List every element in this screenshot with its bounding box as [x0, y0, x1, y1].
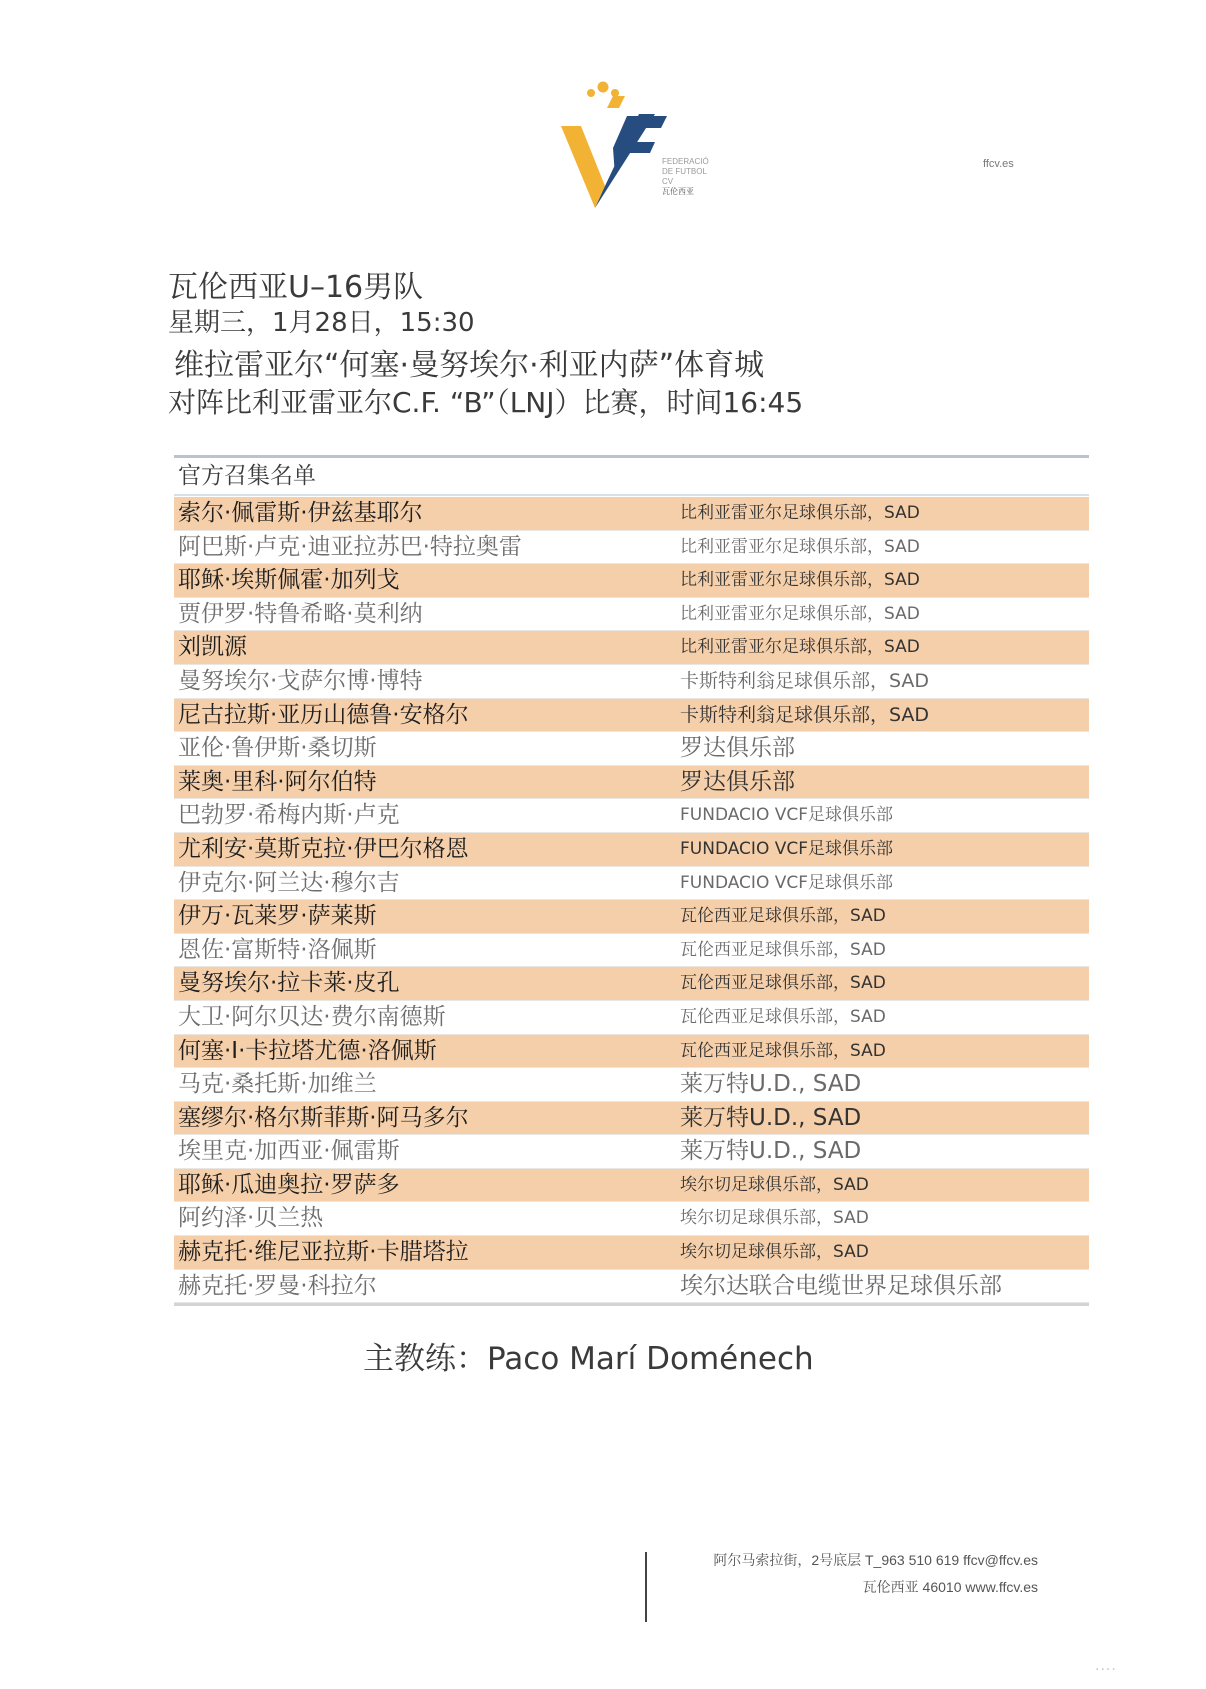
match-opponent: 对阵比利亚雷亚尔C.F. “B”（LNJ）比赛，时间16:45: [168, 386, 804, 419]
player-name: 尼古拉斯·亚历山德鲁·安格尔: [178, 701, 469, 728]
table-row: [174, 531, 1089, 565]
player-name: 曼努埃尔·戈萨尔博·博特: [178, 667, 423, 694]
club-name: 瓦伦西亚足球俱乐部，SAD: [680, 906, 886, 927]
club-name: 瓦伦西亚足球俱乐部，SAD: [680, 1006, 886, 1027]
club-name: 卡斯特利翁足球俱乐部，SAD: [680, 703, 930, 726]
table-row: [174, 1202, 1089, 1236]
club-name: FUNDACIO VCF足球俱乐部: [680, 872, 894, 893]
club-name: 埃尔切足球俱乐部，SAD: [680, 1208, 869, 1229]
player-name: 赫克托·罗曼·科拉尔: [178, 1272, 377, 1299]
player-name: 伊万·瓦莱罗·萨莱斯: [178, 903, 377, 930]
ffcv-logo: [555, 78, 725, 218]
player-name: 恩佐·富斯特·洛佩斯: [178, 936, 377, 963]
club-name: FUNDACIO VCF足球俱乐部: [680, 838, 894, 859]
player-name: 亚伦·鲁伊斯·桑切斯: [178, 735, 377, 762]
table-row: [174, 732, 1089, 766]
table-row: [174, 564, 1089, 598]
player-name: 尤利安·莫斯克拉·伊巴尔格恩: [178, 835, 469, 862]
club-name: FUNDACIO VCF足球俱乐部: [680, 805, 894, 826]
player-name: 贾伊罗·特鲁希略·莫利纳: [178, 600, 423, 627]
player-name: 曼努埃尔·拉卡莱·皮孔: [178, 970, 400, 997]
player-name: 刘凯源: [178, 634, 247, 661]
match-venue: 维拉雷亚尔“何塞·曼努埃尔·利亚内萨”体育城: [174, 348, 765, 383]
match-date: 星期三，1月28日，15:30: [168, 308, 475, 338]
club-name: 瓦伦西亚足球俱乐部，SAD: [680, 939, 886, 960]
player-name: 何塞·I·卡拉塔尤德·洛佩斯: [178, 1037, 437, 1064]
player-name: 伊克尔·阿兰达·穆尔吉: [178, 869, 400, 896]
club-name: 莱万特U.D., SAD: [680, 1071, 862, 1098]
logo-text-line: CV: [662, 177, 674, 186]
footer-city-line: 瓦伦西亚 46010 www.ffcv.es: [862, 1579, 1038, 1595]
player-name: 埃里克·加西亚·佩雷斯: [178, 1138, 400, 1165]
club-name: 瓦伦西亚足球俱乐部，SAD: [680, 973, 886, 994]
head-coach: 主教练：Paco Marí Doménech: [363, 1341, 814, 1377]
table-row: [174, 1102, 1089, 1136]
team-title: 瓦伦西亚U–16男队: [168, 270, 424, 305]
club-name: 比利亚雷亚尔足球俱乐部，SAD: [680, 503, 920, 523]
player-name: 耶稣·埃斯佩霍·加列戈: [178, 567, 400, 594]
table-row: [174, 665, 1089, 699]
club-name: 比利亚雷亚尔足球俱乐部，SAD: [680, 570, 920, 591]
roster-rows: [174, 497, 1089, 1303]
watermark-dots: ····: [1095, 1662, 1117, 1678]
table-row: [174, 799, 1089, 833]
club-name: 罗达俱乐部: [680, 768, 795, 795]
table-row: [174, 1001, 1089, 1035]
table-row: [174, 598, 1089, 632]
club-name: 比利亚雷亚尔足球俱乐部，SAD: [680, 603, 920, 624]
roster-header: 官方召集名单: [178, 463, 316, 489]
logo-text-cn: 瓦伦西亚: [662, 187, 694, 196]
ffcv-logo-text: [662, 157, 709, 197]
table-row: [174, 497, 1089, 531]
club-name: 瓦伦西亚足球俱乐部，SAD: [680, 1040, 886, 1061]
table-row: [174, 867, 1089, 901]
player-name: 索尔·佩雷斯·伊兹基耶尔: [178, 500, 423, 526]
club-name: 罗达俱乐部: [680, 735, 795, 762]
club-name: 埃尔达联合电缆世界足球俱乐部: [680, 1272, 1002, 1299]
logo-text-line: DE FUTBOL: [662, 167, 707, 176]
player-name: 阿巴斯·卢克·迪亚拉苏巴·特拉奥雷: [178, 533, 522, 560]
club-name: 埃尔切足球俱乐部，SAD: [680, 1174, 869, 1195]
table-row: [174, 766, 1089, 800]
ffcv-logo-mark: [555, 78, 725, 218]
table-row: [174, 631, 1089, 665]
player-name: 耶稣·瓜迪奥拉·罗萨多: [178, 1171, 400, 1198]
table-row: [174, 833, 1089, 867]
footer-address-line: 阿尔马索拉街，2号底层 T_963 510 619 ffcv@ffcv.es: [713, 1552, 1038, 1568]
table-row: [174, 1169, 1089, 1203]
player-name: 莱奥·里科·阿尔伯特: [178, 768, 377, 795]
club-name: 埃尔切足球俱乐部，SAD: [680, 1242, 869, 1263]
table-row: [174, 1035, 1089, 1069]
player-name: 巴勃罗·希梅内斯·卢克: [178, 802, 400, 829]
club-name: 莱万特U.D., SAD: [680, 1138, 862, 1165]
roster-table: [174, 455, 1089, 1306]
footer-divider: [645, 1552, 647, 1622]
player-name: 阿约泽·贝兰热: [178, 1205, 324, 1232]
club-name: 比利亚雷亚尔足球俱乐部，SAD: [680, 637, 920, 658]
club-name: 比利亚雷亚尔足球俱乐部，SAD: [680, 536, 920, 557]
roster-bottom-rule: [174, 1303, 1089, 1306]
logo-text-line: FEDERACIÓ: [662, 157, 709, 166]
player-name: 赫克托·维尼亚拉斯·卡腊塔拉: [178, 1239, 469, 1266]
table-row: [174, 967, 1089, 1001]
table-row: [174, 900, 1089, 934]
table-row: [174, 699, 1089, 733]
table-row: [174, 934, 1089, 968]
table-row: [174, 1068, 1089, 1102]
club-name: 莱万特U.D., SAD: [680, 1104, 862, 1131]
player-name: 塞缪尔·格尔斯菲斯·阿马多尔: [178, 1104, 469, 1131]
player-name: 马克·桑托斯·加维兰: [178, 1071, 377, 1098]
roster-header-rule: [174, 494, 1089, 496]
table-row: [174, 1236, 1089, 1270]
player-name: 大卫·阿尔贝达·费尔南德斯: [178, 1003, 446, 1030]
table-row: [174, 1135, 1089, 1169]
table-row: [174, 1270, 1089, 1304]
club-name: 卡斯特利翁足球俱乐部，SAD: [680, 669, 930, 692]
site-tag: ffcv.es: [983, 158, 1014, 170]
